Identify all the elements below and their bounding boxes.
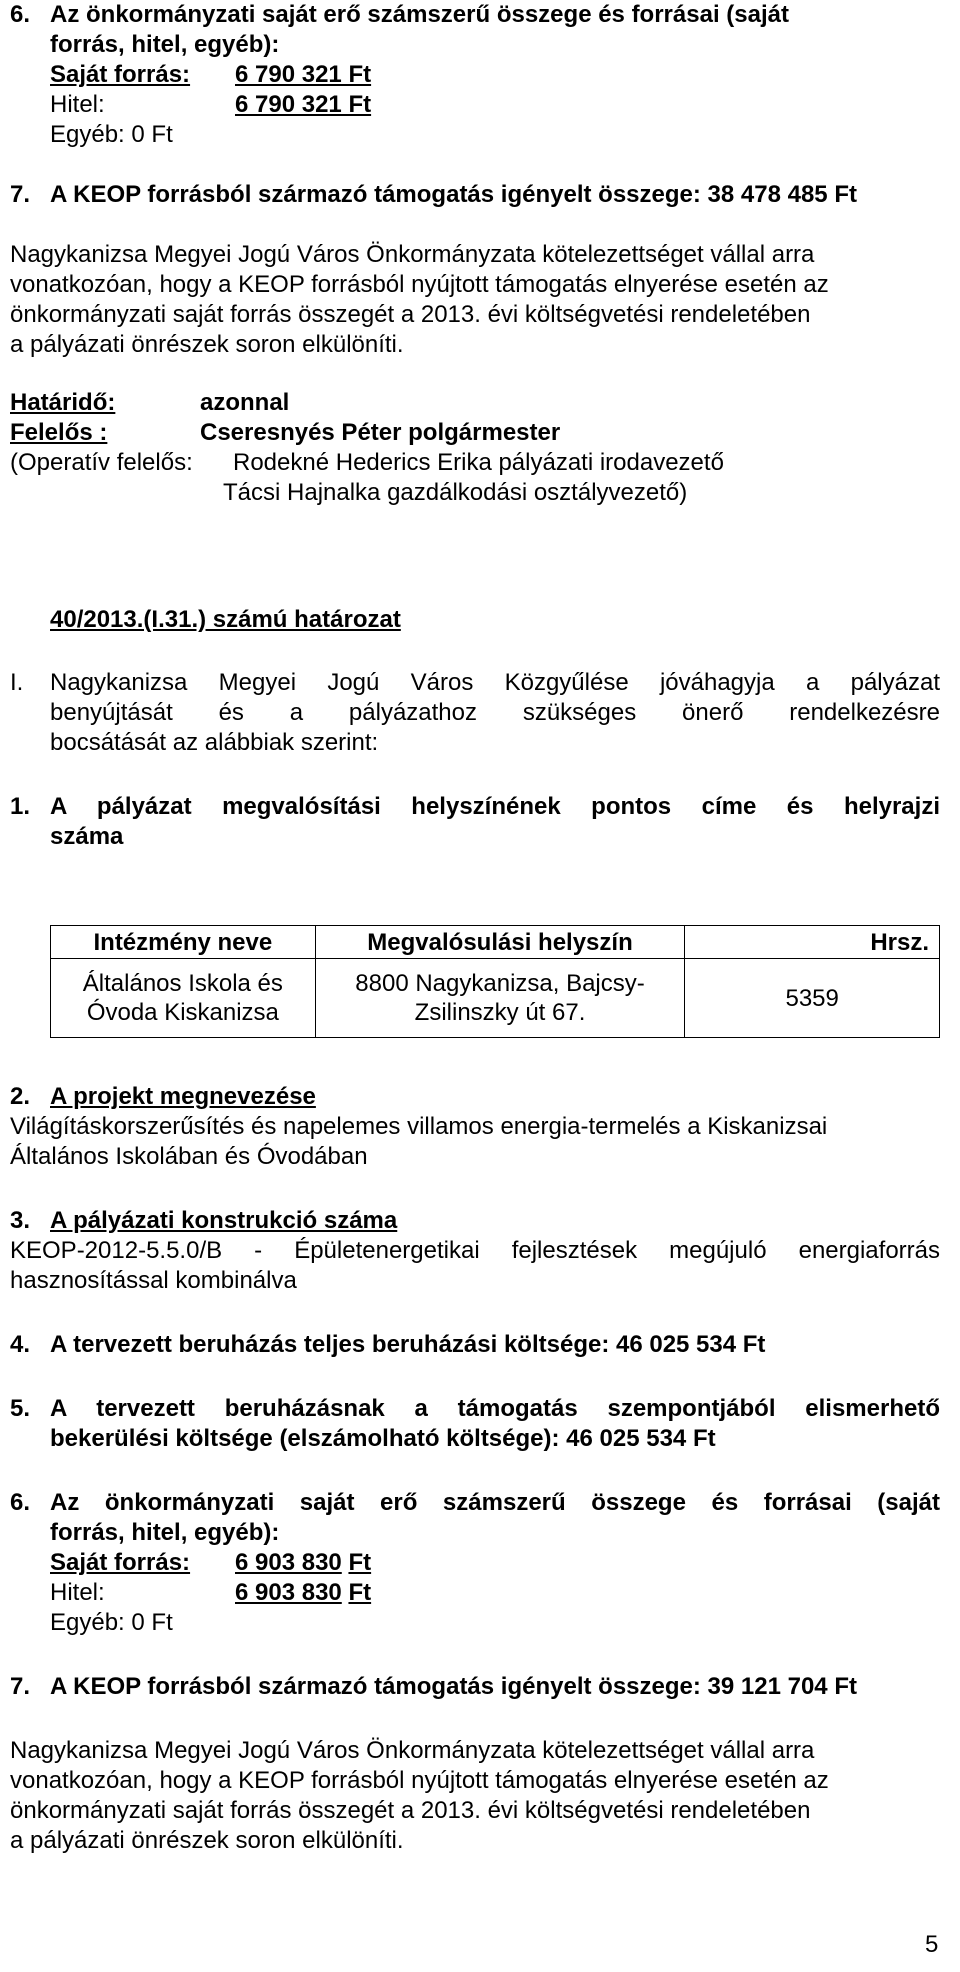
point-7 <box>10 1672 940 1702</box>
point-3-heading <box>10 1206 940 1236</box>
loan-value: 6 790 321 Ft <box>235 91 372 118</box>
point-text: A tervezett beruházás teljes beruházási költsége: 46 025 534 Ft <box>50 1331 766 1358</box>
own-funds-amount: 6 903 830 <box>235 1549 342 1576</box>
table-row <box>51 959 940 1038</box>
intro-line: benyújtását és a pályázathoz szükséges önerő rendelkezésre <box>50 699 940 726</box>
other-row: Egyéb: 0 Ft <box>50 1609 173 1636</box>
point-text: A KEOP forrásból származó támogatás igényelt összege: 39 121 704 Ft <box>50 1673 857 1700</box>
loan-label: Hitel: <box>50 91 105 118</box>
own-funds-currency: Ft <box>348 1549 372 1576</box>
table-header-row <box>51 926 940 959</box>
point-1-number: 1. <box>10 793 31 820</box>
point-number: 4. <box>10 1331 31 1358</box>
section-number: 6. <box>10 1 31 28</box>
point-6-line2: forrás, hitel, egyéb): <box>50 1519 280 1546</box>
point-5-line: bekerülési költsége (elszámolható költsége): 46 025 534 Ft <box>50 1425 716 1452</box>
para-line: Nagykanizsa Megyei Jogú Város Önkormányzata kötelezettséget vállal arra <box>10 1737 815 1764</box>
loan-currency: Ft <box>348 1579 372 1606</box>
loan-label: Hitel: <box>50 1579 105 1606</box>
intro-line: bocsátását az alábbiak szerint: <box>50 729 379 756</box>
deadline-value: azonnal <box>200 389 290 416</box>
table-cell-lot-number: 5359 <box>685 959 940 1038</box>
point-title: A projekt megnevezése <box>50 1083 316 1110</box>
intro-line: Nagykanizsa Megyei Jogú Város Közgyűlése jóváhagyja a pályázat <box>50 669 940 696</box>
own-funds-value <box>235 1548 371 1578</box>
point-4 <box>10 1330 940 1360</box>
table-header-location: Megvalósulási helyszín <box>315 926 685 959</box>
top-para-line: Nagykanizsa Megyei Jogú Város Önkormányzata kötelezettséget vállal arra <box>10 241 815 268</box>
top-own-funds-row <box>50 60 940 90</box>
point-3-line: hasznosítással kombinálva <box>10 1267 297 1294</box>
section-title: Az önkormányzati saját erő számszerű összege és forrásai (saját <box>50 1 789 28</box>
top-other-row: Egyéb: 0 Ft <box>50 121 173 148</box>
point-number: 2. <box>10 1083 31 1110</box>
para-line: vonatkozóan, hogy a KEOP forrásból nyújtott támogatás elnyerése esetén az <box>10 1767 829 1794</box>
operative-row <box>10 448 940 478</box>
section-number: 7. <box>10 181 31 208</box>
operative-value: Rodekné Hederics Erika pályázati irodavezető <box>233 449 724 476</box>
responsible-row <box>10 418 940 448</box>
operative-row-2: Tácsi Hajnalka gazdálkodási osztályvezető) <box>223 479 688 506</box>
page-number: 5 <box>925 1931 939 1958</box>
point-5-line: A tervezett beruházásnak a támogatás szempontjából elismerhető <box>50 1395 940 1422</box>
top-para-line: a pályázati önrészek soron elkülöníti. <box>10 331 404 358</box>
para-line: önkormányzati saját forrás összegét a 2013. évi költségvetési rendeletében <box>10 1797 811 1824</box>
point-2-line: Általános Iskolában és Óvodában <box>10 1143 368 1170</box>
point-2-line: Világításkorszerűsítés és napelemes villamos energia-termelés a Kiskanizsai <box>10 1113 828 1140</box>
location-table <box>50 925 940 1038</box>
para-line: a pályázati önrészek soron elkülöníti. <box>10 1827 404 1854</box>
table-header-institution: Intézmény neve <box>51 926 316 959</box>
own-funds-label: Saját forrás: <box>50 61 191 88</box>
point-title: A pályázati konstrukció száma <box>50 1207 398 1234</box>
table-cell-location: 8800 Nagykanizsa, Bajcsy-Zsilinszky út 67. <box>315 959 685 1038</box>
own-funds-row <box>50 1548 940 1578</box>
top-section-6-line2: forrás, hitel, egyéb): <box>50 31 280 58</box>
point-number: 3. <box>10 1207 31 1234</box>
deadline-label: Határidő: <box>10 389 116 416</box>
top-loan-row <box>50 90 940 120</box>
top-section-7 <box>10 180 940 210</box>
point-6-line1 <box>10 1488 940 1518</box>
point-5-number: 5. <box>10 1395 31 1422</box>
loan-row <box>50 1578 940 1608</box>
own-funds-value: 6 790 321 Ft <box>235 61 372 88</box>
deadline-row <box>10 388 940 418</box>
loan-value <box>235 1578 371 1608</box>
roman-one: I. <box>10 669 24 696</box>
section-title: A KEOP forrásból származó támogatás igényelt összege: 38 478 485 Ft <box>50 181 857 208</box>
responsible-value: Cseresnyés Péter polgármester <box>200 419 561 446</box>
point-1-line: száma <box>50 823 124 850</box>
responsible-label: Felelős : <box>10 419 108 446</box>
loan-amount: 6 903 830 <box>235 1579 342 1606</box>
point-2-heading <box>10 1082 940 1112</box>
top-para-line: vonatkozóan, hogy a KEOP forrásból nyújtott támogatás elnyerése esetén az <box>10 271 829 298</box>
point-title: Az önkormányzati saját erő számszerű összege és forrásai (saját <box>50 1489 940 1516</box>
point-number: 7. <box>10 1673 31 1700</box>
top-section-6-line1 <box>10 0 940 30</box>
table-cell-institution: Általános Iskola és Óvoda Kiskanizsa <box>51 959 316 1038</box>
point-3-line: KEOP-2012-5.5.0/B - Épületenergetikai fejlesztések megújuló energiaforrás <box>10 1237 940 1264</box>
top-para-line: önkormányzati saját forrás összegét a 2013. évi költségvetési rendeletében <box>10 301 811 328</box>
point-1-line: A pályázat megvalósítási helyszínének pontos címe és helyrajzi <box>50 793 940 820</box>
own-funds-label: Saját forrás: <box>50 1549 191 1576</box>
table-header-lot-number: Hrsz. <box>685 926 940 959</box>
operative-label: (Operatív felelős: <box>10 449 193 476</box>
point-number: 6. <box>10 1489 31 1516</box>
resolution-title: 40/2013.(I.31.) számú határozat <box>50 606 401 633</box>
